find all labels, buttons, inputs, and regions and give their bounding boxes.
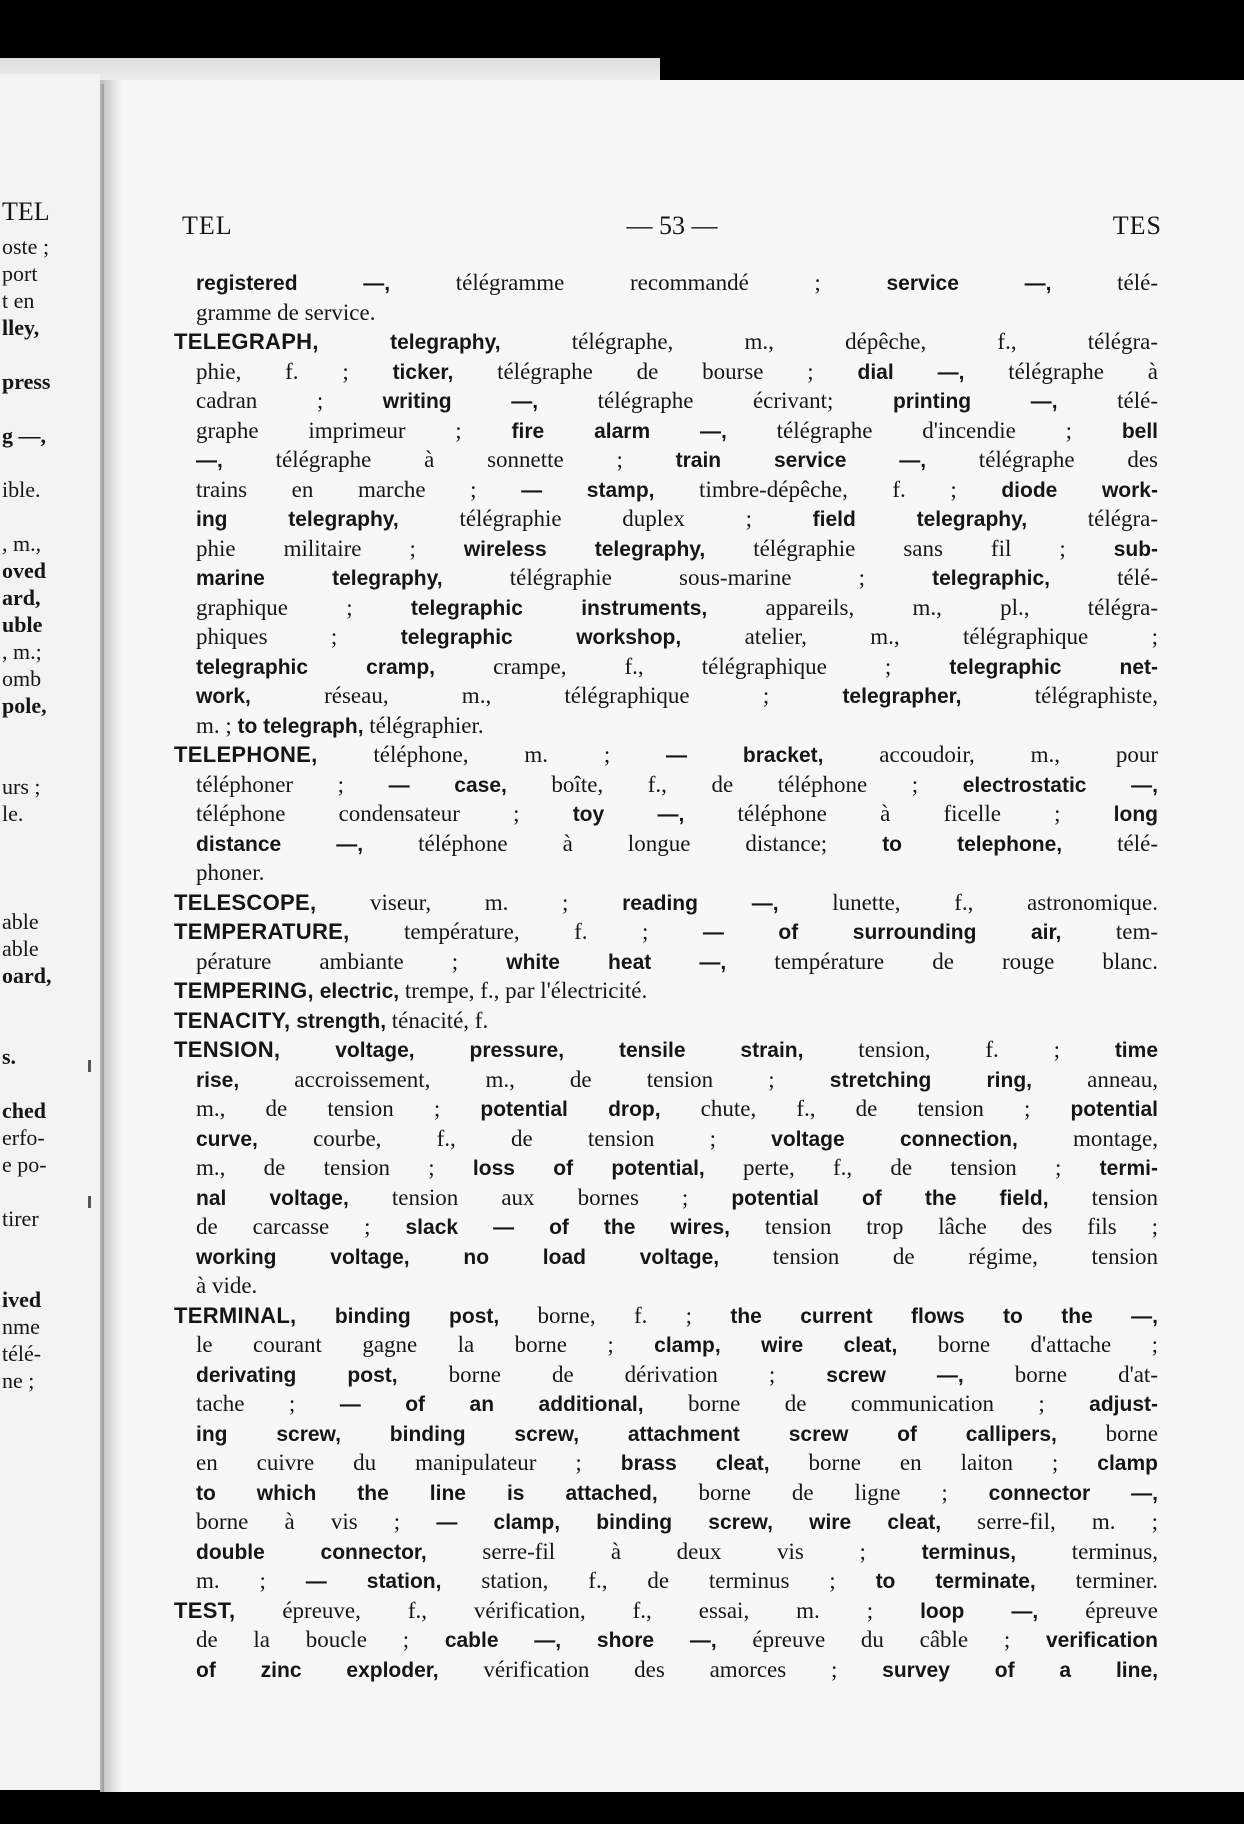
english-term: long	[1113, 803, 1158, 826]
english-term: dial —,	[857, 360, 965, 384]
english-term: derivating post,	[196, 1363, 398, 1387]
dictionary-line	[174, 1389, 1158, 1419]
english-term: the current flows to the —,	[730, 1304, 1158, 1328]
headword: TELEPHONE,	[174, 742, 318, 767]
french-gloss: phie, f. ;	[196, 358, 393, 384]
french-gloss: télégraphe, m., dépêche, f., télégra-	[500, 329, 1158, 354]
french-gloss: télégraphe écrivant;	[538, 388, 893, 413]
english-term: electrostatic —,	[962, 773, 1158, 797]
english-term: — of an additional,	[339, 1393, 644, 1416]
english-term: telegraphic net-	[949, 655, 1158, 679]
french-gloss: phoner.	[196, 860, 265, 885]
french-gloss: graphe imprimeur ;	[196, 417, 512, 443]
dictionary-line	[174, 770, 1158, 800]
dictionary-line	[174, 1478, 1158, 1508]
french-gloss: cadran ;	[196, 388, 383, 413]
left-page-fragment: t en	[2, 288, 35, 313]
right-page	[104, 80, 1244, 1792]
english-term: verification	[1045, 1629, 1158, 1652]
left-page-fragment: erfo-	[2, 1125, 45, 1150]
french-gloss: télégraphe à	[964, 358, 1158, 384]
left-page-fragment: press	[2, 369, 51, 394]
english-term: working voltage, no load voltage,	[196, 1245, 720, 1269]
dictionary-line	[174, 622, 1158, 652]
french-gloss: température de rouge blanc.	[726, 948, 1158, 974]
french-gloss: borne de dérivation ;	[397, 1361, 827, 1387]
left-page-fragment	[0, 746, 100, 773]
english-term: printing —,	[892, 390, 1058, 413]
running-head-right: TES	[1112, 211, 1162, 240]
dictionary-line	[174, 829, 1158, 859]
english-term: telegraphic workshop,	[400, 626, 682, 649]
dictionary-line	[174, 1242, 1158, 1272]
left-page-fragment	[0, 503, 100, 530]
english-term: slack — of the wires,	[405, 1216, 730, 1239]
english-term: potential drop,	[480, 1098, 661, 1121]
left-page-fragment: pole,	[2, 693, 47, 718]
english-term: to terminate,	[875, 1570, 1036, 1593]
dictionary-line	[174, 652, 1158, 682]
french-gloss: m. ;	[196, 1568, 306, 1593]
dictionary-line	[174, 563, 1158, 593]
dictionary-body	[174, 268, 1158, 1684]
english-term: registered —,	[196, 272, 391, 295]
french-gloss: tension de régime, tension	[719, 1243, 1158, 1269]
french-gloss: télégraphier.	[363, 712, 484, 738]
english-term: telegraphy,	[318, 331, 501, 354]
english-term: field telegraphy,	[812, 508, 1028, 531]
english-term: toy —,	[572, 803, 685, 826]
gutter-shadow	[100, 80, 122, 1792]
french-gloss: viseur, m. ;	[316, 889, 623, 915]
french-gloss: télégraphie duplex ;	[398, 506, 813, 531]
french-gloss: perte, f., de tension ;	[704, 1155, 1100, 1180]
french-gloss: télé-	[1062, 830, 1158, 856]
left-page-fragment	[0, 1070, 100, 1097]
french-gloss: télégraphie sous-marine ;	[442, 565, 933, 590]
french-gloss: tension aux bornes ;	[348, 1184, 732, 1210]
english-term: diode work-	[1001, 478, 1158, 502]
french-gloss: pérature ambiante ;	[196, 948, 507, 974]
english-term: strength,	[290, 1009, 387, 1033]
left-page-fragment: télé-	[2, 1341, 42, 1366]
english-term: —,	[196, 449, 223, 472]
left-page-fragment: oard,	[2, 963, 52, 988]
english-term: sub-	[1113, 537, 1158, 561]
left-page-fragment	[0, 989, 100, 1016]
french-gloss: en cuivre du manipulateur ;	[196, 1450, 621, 1475]
english-term: termi-	[1099, 1157, 1158, 1180]
english-term: clamp	[1097, 1452, 1158, 1475]
dictionary-line	[174, 386, 1158, 416]
dictionary-line	[174, 947, 1158, 977]
english-term: time	[1114, 1039, 1158, 1062]
dictionary-line	[174, 534, 1158, 564]
margin-mark	[88, 1060, 91, 1072]
left-page-fragment: g —,	[2, 423, 46, 448]
english-term: ticker,	[392, 360, 454, 384]
french-gloss: station, f., de terminus ;	[441, 1568, 876, 1593]
dictionary-line	[174, 1419, 1158, 1449]
left-page-fragment: , m.,	[2, 531, 42, 556]
english-term: double connector,	[196, 1540, 427, 1564]
french-gloss: borne, f. ;	[499, 1302, 731, 1328]
dictionary-line	[174, 1330, 1158, 1360]
french-gloss: timbre-dépêche, f. ;	[654, 476, 1002, 502]
left-page-fragment: TEL	[2, 198, 50, 225]
left-page-fragment	[0, 341, 100, 368]
left-page-fragment: omb	[2, 666, 42, 691]
english-term: — stamp,	[521, 478, 655, 502]
english-term: telegraphic,	[932, 567, 1050, 590]
french-gloss: borne à vis ;	[196, 1509, 437, 1534]
english-term: brass cleat,	[620, 1452, 770, 1475]
french-gloss: tache ;	[196, 1391, 340, 1416]
dictionary-line	[174, 1065, 1158, 1095]
dictionary-line	[174, 799, 1158, 829]
dictionary-line	[174, 976, 1158, 1006]
french-gloss: tension, f. ;	[803, 1037, 1115, 1062]
dictionary-line	[174, 475, 1158, 505]
french-gloss: épreuve du câble ;	[716, 1627, 1046, 1652]
page-number: — 53 —	[626, 211, 718, 240]
dictionary-line	[174, 1183, 1158, 1213]
french-gloss: chute, f., de tension ;	[660, 1096, 1071, 1121]
english-term: survey of a line,	[882, 1658, 1158, 1682]
english-term: voltage connection,	[771, 1127, 1018, 1151]
dictionary-line	[174, 268, 1158, 298]
french-gloss: le courant gagne la borne ;	[196, 1332, 655, 1357]
french-gloss: télé-	[1050, 565, 1158, 590]
left-page-fragment	[0, 1016, 100, 1043]
french-gloss: gramme de service.	[196, 299, 376, 325]
french-gloss: m., de tension ;	[196, 1096, 481, 1121]
french-gloss: tension	[1048, 1184, 1158, 1210]
english-term: marine telegraphy,	[196, 567, 443, 590]
english-term: — case,	[388, 773, 507, 797]
english-term: of zinc exploder,	[196, 1658, 439, 1682]
left-page-fragment: ne ;	[2, 1368, 35, 1393]
headword: TENSION,	[174, 1037, 281, 1062]
english-term: service —,	[886, 272, 1052, 295]
headword: TEMPERING,	[174, 978, 314, 1003]
dictionary-line	[174, 1566, 1158, 1596]
english-term: work,	[196, 685, 251, 708]
english-term: telegrapher,	[842, 685, 962, 708]
french-gloss: télé-	[1057, 388, 1158, 413]
left-page-text	[0, 198, 100, 1394]
french-gloss: téléphoner ;	[196, 771, 389, 797]
english-term: potential of the field,	[731, 1186, 1049, 1210]
left-page-fragment: , m.;	[2, 639, 42, 664]
headword: TEST,	[174, 1597, 236, 1623]
english-term: cable —, shore —,	[444, 1629, 717, 1652]
english-term: distance —,	[196, 832, 364, 856]
french-gloss: boîte, f., de téléphone ;	[506, 771, 963, 797]
french-gloss: serre-fil, m. ;	[941, 1509, 1158, 1534]
dictionary-line	[174, 1212, 1158, 1242]
left-page-fragment	[0, 1178, 100, 1205]
english-term: clamp, wire cleat,	[654, 1334, 898, 1357]
left-page-fragment	[0, 827, 100, 854]
left-page-fragment: oved	[2, 558, 46, 583]
dictionary-line	[174, 917, 1158, 947]
left-page-fragment: lley,	[2, 315, 40, 340]
french-gloss: courbe, f., de tension ;	[257, 1125, 772, 1151]
dictionary-line	[174, 1625, 1158, 1655]
english-term: electric,	[313, 980, 400, 1003]
french-gloss: de carcasse ;	[196, 1214, 406, 1239]
french-gloss: épreuve	[1038, 1597, 1158, 1623]
left-page-fragment: ard,	[2, 585, 41, 610]
left-page	[0, 74, 100, 1790]
english-term: curve,	[196, 1127, 258, 1151]
dictionary-line	[174, 445, 1158, 475]
english-term: voltage, pressure, tensile strain,	[280, 1039, 804, 1062]
english-term: loop —,	[920, 1599, 1039, 1623]
dictionary-line	[174, 1596, 1158, 1626]
headword: TELEGRAPH,	[174, 329, 319, 354]
french-gloss: graphique ;	[196, 594, 411, 620]
french-gloss: télé-	[1051, 270, 1158, 295]
dictionary-line	[174, 1507, 1158, 1537]
french-gloss: réseau, m., télégraphique ;	[250, 683, 843, 708]
french-gloss: lunette, f., astronomique.	[778, 889, 1158, 915]
french-gloss: borne de ligne ;	[657, 1479, 989, 1505]
french-gloss: phie militaire ;	[196, 535, 464, 561]
headword: TEMPERATURE,	[174, 919, 350, 944]
english-term: telegraphic instruments,	[410, 596, 708, 620]
english-term: fire alarm —,	[511, 419, 727, 443]
english-term: to which the line is attached,	[196, 1481, 658, 1505]
left-page-fragment	[0, 854, 100, 881]
margin-mark	[88, 1196, 91, 1208]
french-gloss: télégramme recommandé ;	[390, 270, 887, 295]
french-gloss: téléphone à longue distance;	[363, 830, 883, 856]
english-term: writing —,	[382, 390, 539, 413]
left-page-fragment: ived	[2, 1287, 42, 1312]
english-term: train service —,	[675, 449, 927, 472]
french-gloss: vérification des amorces ;	[438, 1656, 883, 1682]
french-gloss: tem-	[1061, 919, 1158, 944]
french-gloss: appareils, m., pl., télégra-	[707, 594, 1158, 620]
french-gloss: borne de communication ;	[643, 1391, 1090, 1416]
english-term: potential	[1070, 1098, 1158, 1121]
french-gloss: montage,	[1017, 1125, 1158, 1151]
dictionary-line	[174, 1006, 1158, 1036]
english-term: ing screw, binding screw, attachment screw of callipers,	[196, 1422, 1057, 1446]
english-term: — bracket,	[666, 744, 824, 767]
french-gloss: terminer.	[1035, 1568, 1158, 1593]
french-gloss: à vide.	[196, 1273, 258, 1298]
dictionary-line	[174, 357, 1158, 387]
dictionary-line	[174, 1655, 1158, 1685]
english-term: wireless telegraphy,	[463, 537, 706, 561]
dictionary-line	[174, 327, 1158, 357]
dictionary-line	[174, 416, 1158, 446]
left-page-fragment: tirer	[2, 1206, 39, 1231]
english-term: loss of potential,	[472, 1157, 705, 1180]
french-gloss: télégraphe des	[926, 447, 1158, 472]
dictionary-line	[174, 1301, 1158, 1331]
french-gloss: phiques ;	[196, 624, 401, 649]
french-gloss: télégraphie sans fil ;	[705, 535, 1114, 561]
english-term: bell	[1121, 419, 1158, 443]
french-gloss: téléphone à ficelle ;	[684, 801, 1114, 826]
left-page-fragment	[0, 395, 100, 422]
french-gloss: de la boucle ;	[196, 1627, 445, 1652]
french-gloss: téléphone, m. ;	[317, 742, 667, 767]
english-term: reading —,	[622, 891, 779, 915]
french-gloss: borne	[1056, 1420, 1158, 1446]
french-gloss: borne d'attache ;	[897, 1332, 1158, 1357]
running-head-left: TEL	[182, 211, 233, 240]
left-page-fragment: port	[2, 261, 38, 286]
dictionary-line	[174, 1035, 1158, 1065]
english-term: connector —,	[988, 1481, 1158, 1505]
english-term: binding post,	[296, 1304, 500, 1328]
dictionary-line	[174, 593, 1158, 623]
left-page-fragment: s.	[2, 1044, 17, 1069]
french-gloss: crampe, f., télégraphique ;	[435, 653, 950, 679]
english-term: — of surrounding air,	[702, 921, 1062, 944]
dictionary-line	[174, 888, 1158, 918]
english-term: white heat —,	[506, 950, 727, 974]
dictionary-line	[174, 1271, 1158, 1301]
french-gloss: télégra-	[1027, 506, 1158, 531]
running-head	[182, 211, 1162, 245]
english-term: to telegraph,	[237, 714, 364, 738]
left-page-fragment: oste ;	[2, 234, 50, 259]
headword: TERMINAL,	[174, 1302, 297, 1328]
english-term: nal voltage,	[196, 1186, 349, 1210]
french-gloss: borne d'at-	[963, 1361, 1158, 1387]
dictionary-line	[174, 504, 1158, 534]
dictionary-line	[174, 711, 1158, 741]
french-gloss: tension trop lâche des fils ;	[729, 1214, 1158, 1239]
english-term: — clamp, binding screw, wire cleat,	[436, 1511, 942, 1534]
french-gloss: télégraphiste,	[961, 683, 1158, 708]
left-page-fragment	[0, 1232, 100, 1259]
dictionary-line	[174, 298, 1158, 328]
english-term: screw —,	[826, 1363, 964, 1387]
left-page-fragment: nme	[2, 1314, 40, 1339]
english-term: ing telegraphy,	[196, 508, 399, 531]
left-page-fragment: urs ;	[2, 774, 41, 799]
left-page-fragment	[0, 719, 100, 746]
left-page-fragment: able	[2, 909, 39, 934]
french-gloss: serre-fil à deux vis ;	[426, 1538, 922, 1564]
dictionary-line	[174, 1124, 1158, 1154]
dictionary-line	[174, 1537, 1158, 1567]
english-term: to telephone,	[882, 832, 1063, 856]
dictionary-line	[174, 1448, 1158, 1478]
french-gloss: m. ;	[196, 712, 238, 738]
french-gloss: trains en marche ;	[196, 476, 522, 502]
english-term: terminus,	[921, 1540, 1017, 1564]
french-gloss: anneau,	[1032, 1066, 1158, 1092]
dictionary-line	[174, 858, 1158, 888]
headword: TENACITY,	[174, 1007, 291, 1033]
dictionary-line	[174, 681, 1158, 711]
left-page-fragment: e po-	[2, 1152, 47, 1177]
french-gloss: épreuve, f., vérification, f., essai, m. ;	[235, 1597, 921, 1623]
english-term: stretching ring,	[829, 1068, 1032, 1092]
french-gloss: accroissement, m., de tension ;	[239, 1066, 830, 1092]
left-page-fragment	[0, 1259, 100, 1286]
headword: TELESCOPE,	[174, 889, 317, 915]
french-gloss: télégraphe d'incendie ;	[726, 417, 1122, 443]
left-page-fragment: le.	[2, 801, 24, 826]
french-gloss: trempe, f., par l'électricité.	[399, 978, 648, 1003]
left-page-fragment: ched	[2, 1098, 46, 1123]
french-gloss: télégraphe de bourse ;	[453, 358, 858, 384]
left-page-fragment: uble	[2, 612, 43, 637]
french-gloss: téléphone condensateur ;	[196, 801, 573, 826]
french-gloss: télégraphe à sonnette ;	[222, 447, 676, 472]
english-term: rise,	[196, 1068, 240, 1092]
french-gloss: borne en laiton ;	[769, 1450, 1098, 1475]
english-term: — station,	[305, 1570, 442, 1593]
french-gloss: terminus,	[1016, 1538, 1158, 1564]
dictionary-line	[174, 1153, 1158, 1183]
english-term: telegraphic cramp,	[196, 655, 436, 679]
left-page-fragment	[0, 449, 100, 476]
english-term: adjust-	[1089, 1393, 1158, 1416]
french-gloss: atelier, m., télégraphique ;	[681, 624, 1158, 649]
dictionary-line	[174, 1360, 1158, 1390]
french-gloss: ténacité, f.	[386, 1007, 489, 1033]
dictionary-line	[174, 1094, 1158, 1124]
french-gloss: température, f. ;	[349, 919, 703, 944]
left-page-fragment: ible.	[2, 477, 41, 502]
left-page-fragment	[0, 881, 100, 908]
left-page-fragment: able	[2, 936, 39, 961]
french-gloss: m., de tension ;	[196, 1155, 473, 1180]
dictionary-line	[174, 740, 1158, 770]
french-gloss: accoudoir, m., pour	[823, 742, 1158, 767]
